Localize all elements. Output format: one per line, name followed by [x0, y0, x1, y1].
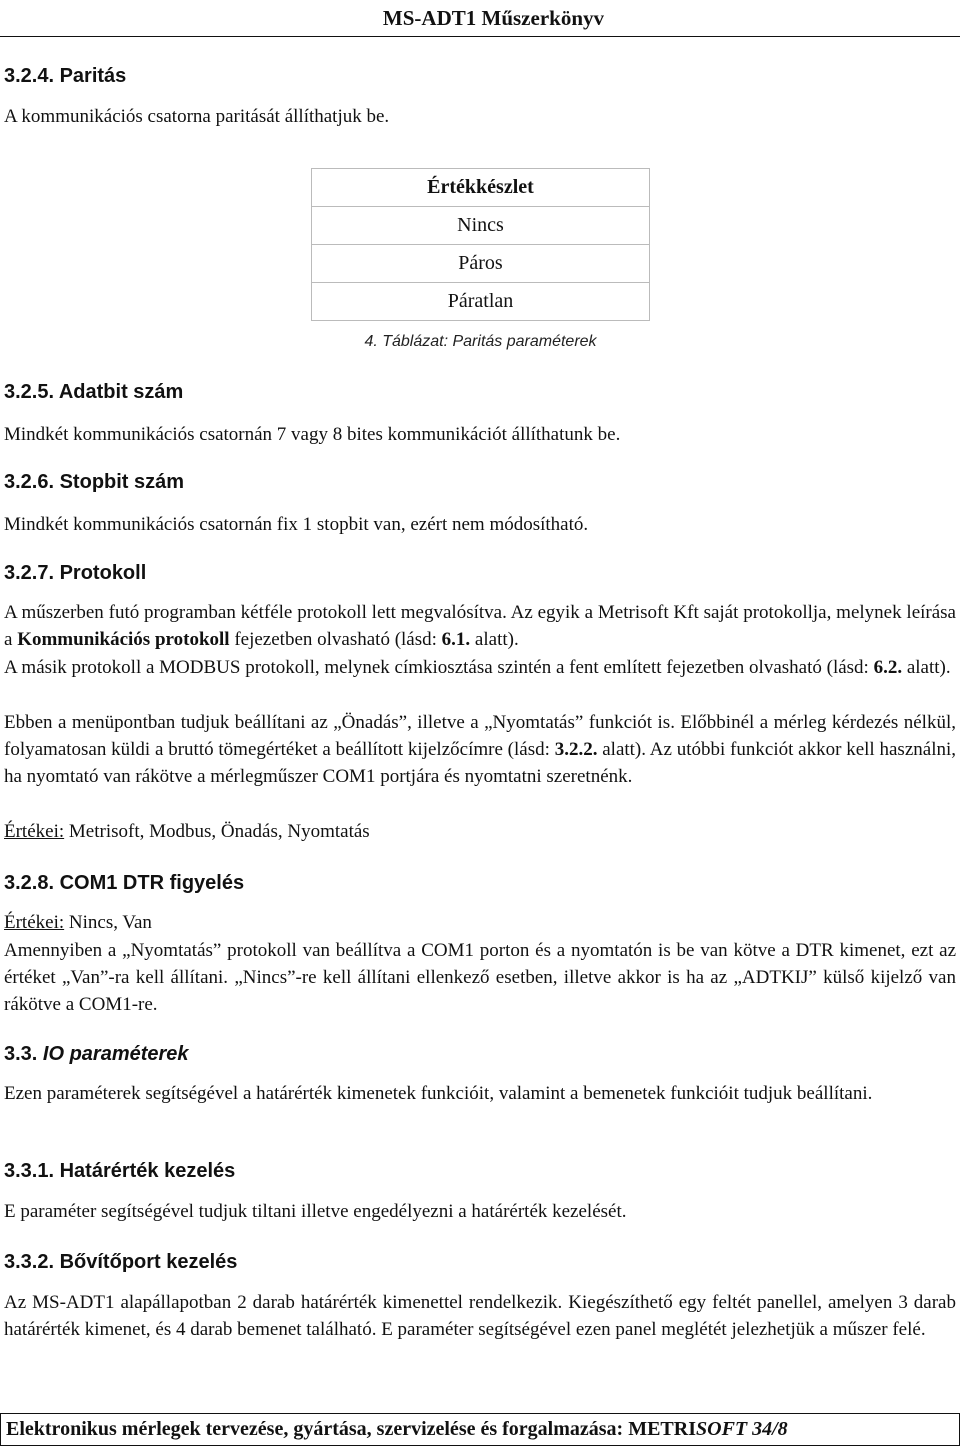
table-row: Páratlan [312, 283, 650, 321]
databits-description: Mindkét kommunikációs csatornán 7 vagy 8 bites kommunikációt állíthatunk be. [4, 424, 621, 445]
parity-description: A kommunikációs csatorna paritását állíthatjuk be. [4, 106, 390, 127]
limit-description: E paraméter segítségével tudjuk tiltani illetve engedélyezni a határérték kezelését. [4, 1201, 627, 1222]
section-heading-limit: 3.3.1. Határérték kezelés [4, 1160, 236, 1182]
dtr-description: Amennyiben a „Nyomtatás” protokoll van beállítva a COM1 porton és a nyomtatón is be van kötve a DTR kimenet, ezt az értéket „Van”-ra kell állítani. „Nincs”-re kell állítani ellenkező esetben, illetve akkor is ha az „ADTKIJ” külső kijelző van rákötve a COM1-re. [4, 940, 956, 1015]
page-number: 34/8 [747, 1418, 788, 1440]
section-heading-stopbits: 3.2.6. Stopbit szám [4, 471, 185, 493]
table-header: Értékkészlet [312, 169, 650, 207]
table-row: Nincs [312, 207, 650, 245]
values-label: Értékei: [4, 821, 65, 842]
table-row: Páros [312, 245, 650, 283]
protocol-paragraph-3: Ebben a menüpontban tudjuk beállítani az „Önadás”, illetve a „Nyomtatás” funkciót is. Előbbinél a mérleg kérdezés nélkül, folyamatosan küldi a bruttó tömegértéket a beállított kijelzőcímre (lásd: 3.2.2. alatt). Az utóbbi funkciót akkor kell használni, ha nyomtató van rákötve a mérlegműszer COM1 portjára és nyomtatni szeretnénk. [4, 712, 957, 787]
protocol-paragraph-2: A másik protokoll a MODBUS protokoll, melynek címkiosztása szintén a fent említett fejezetben olvasható (lásd: 6.2. alatt). [4, 657, 951, 678]
header-rule [0, 36, 960, 37]
section-heading-protocol: 3.2.7. Protokoll [4, 562, 147, 584]
dtr-values: Értékei: Nincs, Van [4, 912, 152, 933]
chapter-reference: Kommunikációs protokoll [17, 629, 230, 650]
io-description: Ezen paraméterek segítségével a határérték kimenetek funkcióit, valamint a bemenetek funkcióit tudjuk beállítani. [4, 1083, 873, 1104]
values-label: Értékei: [4, 912, 65, 933]
stopbits-description: Mindkét kommunikációs csatornán fix 1 stopbit van, ezért nem módosítható. [4, 514, 589, 535]
parity-values-table [311, 168, 650, 321]
section-heading-parity: 3.2.4. Paritás [4, 65, 127, 87]
section-heading-databits: 3.2.5. Adatbit szám [4, 381, 184, 403]
protocol-paragraph-1: A műszerben futó programban kétféle protokoll lett megvalósítva. Az egyik a Metrisoft Kft saját protokollja, melynek leírása a Kommunikációs protokoll fejezetben olvasható (lásd: 6.1. alatt). [4, 602, 956, 650]
expansion-description: Az MS-ADT1 alapállapotban 2 darab határérték kimenettel rendelkezik. Kiegészíthető egy feltét panellel, amelyen 3 darab határérték kimenet, és 4 darab bemenet található. E paraméter segítségével ezen panel meglétét jelezhetjük a műszer felé. [4, 1292, 956, 1340]
table-caption: 4. Táblázat: Paritás paraméterek [364, 333, 597, 350]
section-heading-expansion: 3.3.2. Bővítőport kezelés [4, 1251, 238, 1273]
section-heading-com1-dtr: 3.2.8. COM1 DTR figyelés [4, 872, 245, 894]
running-header-title: MS-ADT1 Műszerkönyv [382, 6, 604, 30]
page-footer: Elektronikus mérlegek tervezése, gyártása, szervizelése és forgalmazása: METRISOFT 34/8 [0, 1413, 960, 1446]
section-heading-io: 3.3. IO paraméterek [4, 1043, 189, 1065]
protocol-values: Értékei: Metrisoft, Modbus, Önadás, Nyomtatás [4, 821, 370, 842]
